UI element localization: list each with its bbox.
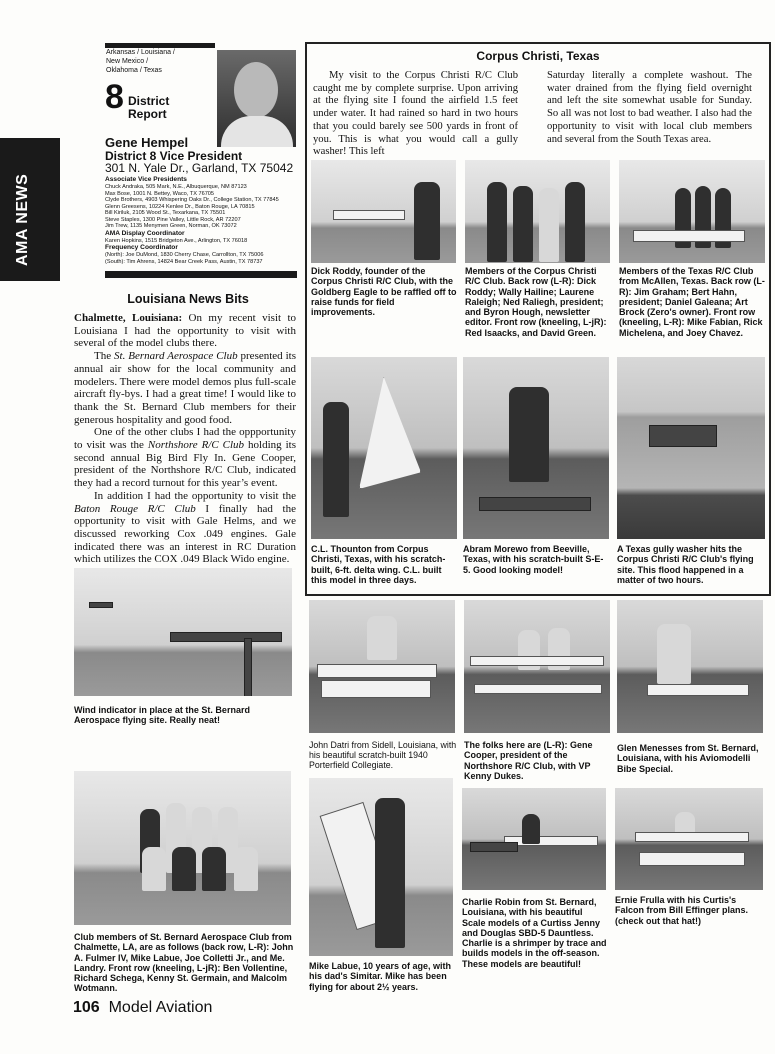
person — [513, 186, 533, 262]
person-datri — [367, 616, 397, 660]
photo-datri — [309, 600, 455, 733]
curtiss-jenny-model — [504, 836, 598, 846]
photo-robin — [462, 788, 606, 890]
dauntless-model — [470, 842, 518, 852]
photo-gully — [617, 357, 765, 539]
caption-gully: A Texas gully washer hits the Corpus Christi R/C Club's flying site. This flood happened in a matter of two hours. — [617, 544, 754, 585]
porterfield-fuselage — [321, 680, 431, 698]
photo-morewo — [463, 357, 609, 539]
para-3: One of the other clubs I had the oppportunity to visit was the Northshore R/C Club holding its second annual Big Bird Fly In. Gene Cooper, president of the Northshore R/C Club, indicated they had a record turnout for this year’s event. — [74, 426, 296, 490]
louisiana-heading: Louisiana News Bits — [127, 292, 249, 306]
person — [202, 847, 226, 891]
caption-labue: Mike Labue, 10 years of age, with his dad's Simitar. Mike has been flying for about 2½ years. — [309, 961, 452, 992]
district-number: 8 — [105, 78, 124, 116]
caption-menesses: Glen Menesses from St. Bernard, Louisiana, with his Aviomodelli Bibe Special. — [617, 743, 759, 774]
person-menesses — [657, 624, 691, 684]
header-bottom-rule — [105, 271, 297, 278]
ama-news-tab: AMA NEWS — [0, 138, 60, 281]
corpus-christi-title: Corpus Christi, Texas — [476, 49, 600, 63]
caption-mcallen: Members of the Texas R/C Club from McAllen, Texas. Back row (L-R): Jim Graham; Bert Hahn, president; Daniel Galeana; Art Brock (Zero's owner). Front row (kneeling, L-R): Mike Fabian, Rick Michelena, and Joey Chavez. — [619, 266, 765, 338]
se5-model — [479, 497, 591, 511]
corpus-text-col-1: My visit to the Corpus Christi R/C Club caught me by complete surprise. Upon arriving at the flying site I found the airfield 1.5 feet under water. It had rained so hard in two hours that you could barely see 500 yards in front of you. This is what you would call a gully washer! This left — [313, 70, 518, 158]
caption-wind: Wind indicator in place at the St. Bernard Aerospace flying site. Really neat! — [74, 705, 250, 726]
photo-labue — [309, 778, 453, 956]
biplane-upper-wing — [470, 656, 604, 666]
person-robin — [522, 814, 540, 844]
vp-name: Gene Hempel — [105, 135, 189, 150]
photo-stbernard-members — [74, 771, 291, 925]
photo-wind-indicator — [74, 568, 292, 696]
caption-frulla: Ernie Frulla with his Curtis's Falcon from Bill Effinger plans. (check out that hat!) — [615, 895, 749, 926]
person-labue — [375, 798, 405, 948]
page-number: 106 — [73, 999, 100, 1016]
district-report-label: District Report — [128, 94, 170, 121]
person — [142, 847, 166, 891]
photo-cooper — [464, 600, 610, 733]
louisiana-article — [74, 312, 296, 566]
delta-wing-model — [359, 377, 421, 489]
magazine-name: Model Aviation — [108, 999, 213, 1016]
portrait-shirt — [221, 116, 293, 147]
caption-roddy: Dick Roddy, founder of the Corpus Christi R/C Club, with the Goldberg Eagle to be raffled off to raise funds for field improvements. — [311, 266, 457, 318]
person — [234, 847, 258, 891]
vp-title: District 8 Vice President — [105, 149, 243, 163]
caption-morewo: Abram Morewo from Beeville, Texas, with his scratch-built S-E-5. Good looking model! — [463, 544, 604, 575]
zero-model — [633, 230, 745, 242]
wind-indicator — [170, 632, 282, 642]
flying-field-sign — [649, 425, 717, 447]
eagle-model — [333, 210, 405, 220]
region-list: Arkansas / Louisiana / New Mexico / Oklahoma / Texas — [106, 49, 175, 74]
caption-stbernard: Club members of St. Bernard Aerospace Club from Chalmette, LA, are as follows (back row, L-R): John A. Fulmer IV, Mike Labue, Joe Colletti Jr., and Me. Landry. Front row (kneeling, L-jR): Ben Vollentine, Richard Schega, Kenny St. Germain, and Malcolm Wotmann. — [74, 932, 294, 994]
caption-thounton: C.L. Thounton from Corpus Christi, Texas, with his scratch-built, 6-ft. delta wing. C.L. built this model in three days. — [311, 544, 446, 585]
person — [565, 182, 585, 262]
aircraft-in-flight — [89, 602, 113, 608]
portrait-face — [234, 62, 278, 118]
falcon-upper-wing — [635, 832, 749, 842]
page-footer — [73, 999, 212, 1017]
vp-address: 301 N. Yale Dr., Garland, TX 75042 — [105, 161, 294, 175]
person-thounton — [323, 402, 349, 517]
person — [172, 847, 196, 891]
photo-roddy — [311, 160, 456, 263]
photo-menesses — [617, 600, 763, 733]
person — [539, 188, 559, 262]
bibe-special-model — [647, 684, 749, 696]
porterfield-model — [317, 664, 437, 678]
vp-portrait — [217, 50, 296, 147]
photo-frulla — [615, 788, 763, 890]
caption-cooper: The folks here are (L-R): Gene Cooper, president of the Northshore R/C Club, with VP Kenny Dukes. — [464, 740, 593, 781]
falcon-fuselage — [639, 852, 745, 866]
biplane-lower-wing — [474, 684, 602, 694]
photo-cc-members — [465, 160, 610, 263]
para-1: Chalmette, Louisiana: On my recent visit to Louisiana I had the opportunity to visit with several of the model clubs there. — [74, 312, 297, 350]
photo-mcallen — [619, 160, 765, 263]
para-2: The St. Bernard Aerospace Club presented its annual air show for the local community and modelers. There were model demos plus full-scale aircraft fly-bys. I had a great time! I would like to thank the St. Bernard Club members for their generous hospitality and good food. — [74, 350, 296, 426]
indicator-post — [244, 638, 252, 696]
district-directory: Associate Vice Presidents Chuck Andraka, 505 Mark, N.E., Albuquerque, NM 87123 Max Bose, 1001 N. Bettey, Waco, TX 76705 Clyde Brothers, 4903 Whispering Oaks Dr., College Station, TX 77845 Glenn Greesens, 10224 Kenlee Dr., Baton Rouge, LA 70815 Bill Kiriluk, 2105 Wood St., Texarkana, TX 75501 Steve Staples, 1300 Pine Valley, Little Rock, AR 72207 Jim Trew, 1135 Menymen Green, Norman, OK 73072 AMA Display Coordinator Karen Hopkins, 1515 Bridgeton Ave., Arlington, TX 76018 Frequency Coordinator (North): Joe DuMond, 1830 Cherry Chase, Carrollton, TX 75006 (South): Tim Ahrens, 14824 Bear Creek Pass, Austin, TX 78737 — [105, 176, 279, 265]
photo-thounton — [311, 357, 457, 539]
corpus-text-col-2: Saturday literally a complete washout. The water drained from the flying field overnight and left the site somewhat usable for Sunday. So all was not lost to bad weather. I also had the opportunity to visit with local club members and several from the South Texas area. — [547, 70, 752, 145]
person-morewo — [509, 387, 549, 482]
caption-datri: John Datri from Sidell, Louisiana, with his beautiful scratch-built 1940 Porterfield Collegiate. — [309, 740, 457, 770]
person-roddy — [414, 182, 440, 260]
person — [487, 182, 507, 262]
para-4: In addition I had the opportunity to visit the Baton Rouge R/C Club I finally had the opportunity to visit with Gale Helms, and we discussed reworking Cox .049 engines. Gale indicated there was an interest in RC Duration which utilizes the COX .049 Black Wido engine. — [74, 489, 296, 566]
caption-cc-members: Members of the Corpus Christi R/C Club. Back row (L-R): Dick Roddy; Wally Hailine; Laurene Raleigh; Ned Raliegh, president; and Byron Hough, newsletter editor. Front row (kneeling, L-jR): Red Isaacks, and David Green. — [465, 266, 607, 338]
caption-robin: Charlie Robin from St. Bernard, Louisiana, with his beautiful Scale models of a Curtiss Jenny and Douglas SBD-5 Dauntless. Charlie is a shrimper by trace and builds models in the off-season. These models are beautiful! — [462, 897, 607, 969]
